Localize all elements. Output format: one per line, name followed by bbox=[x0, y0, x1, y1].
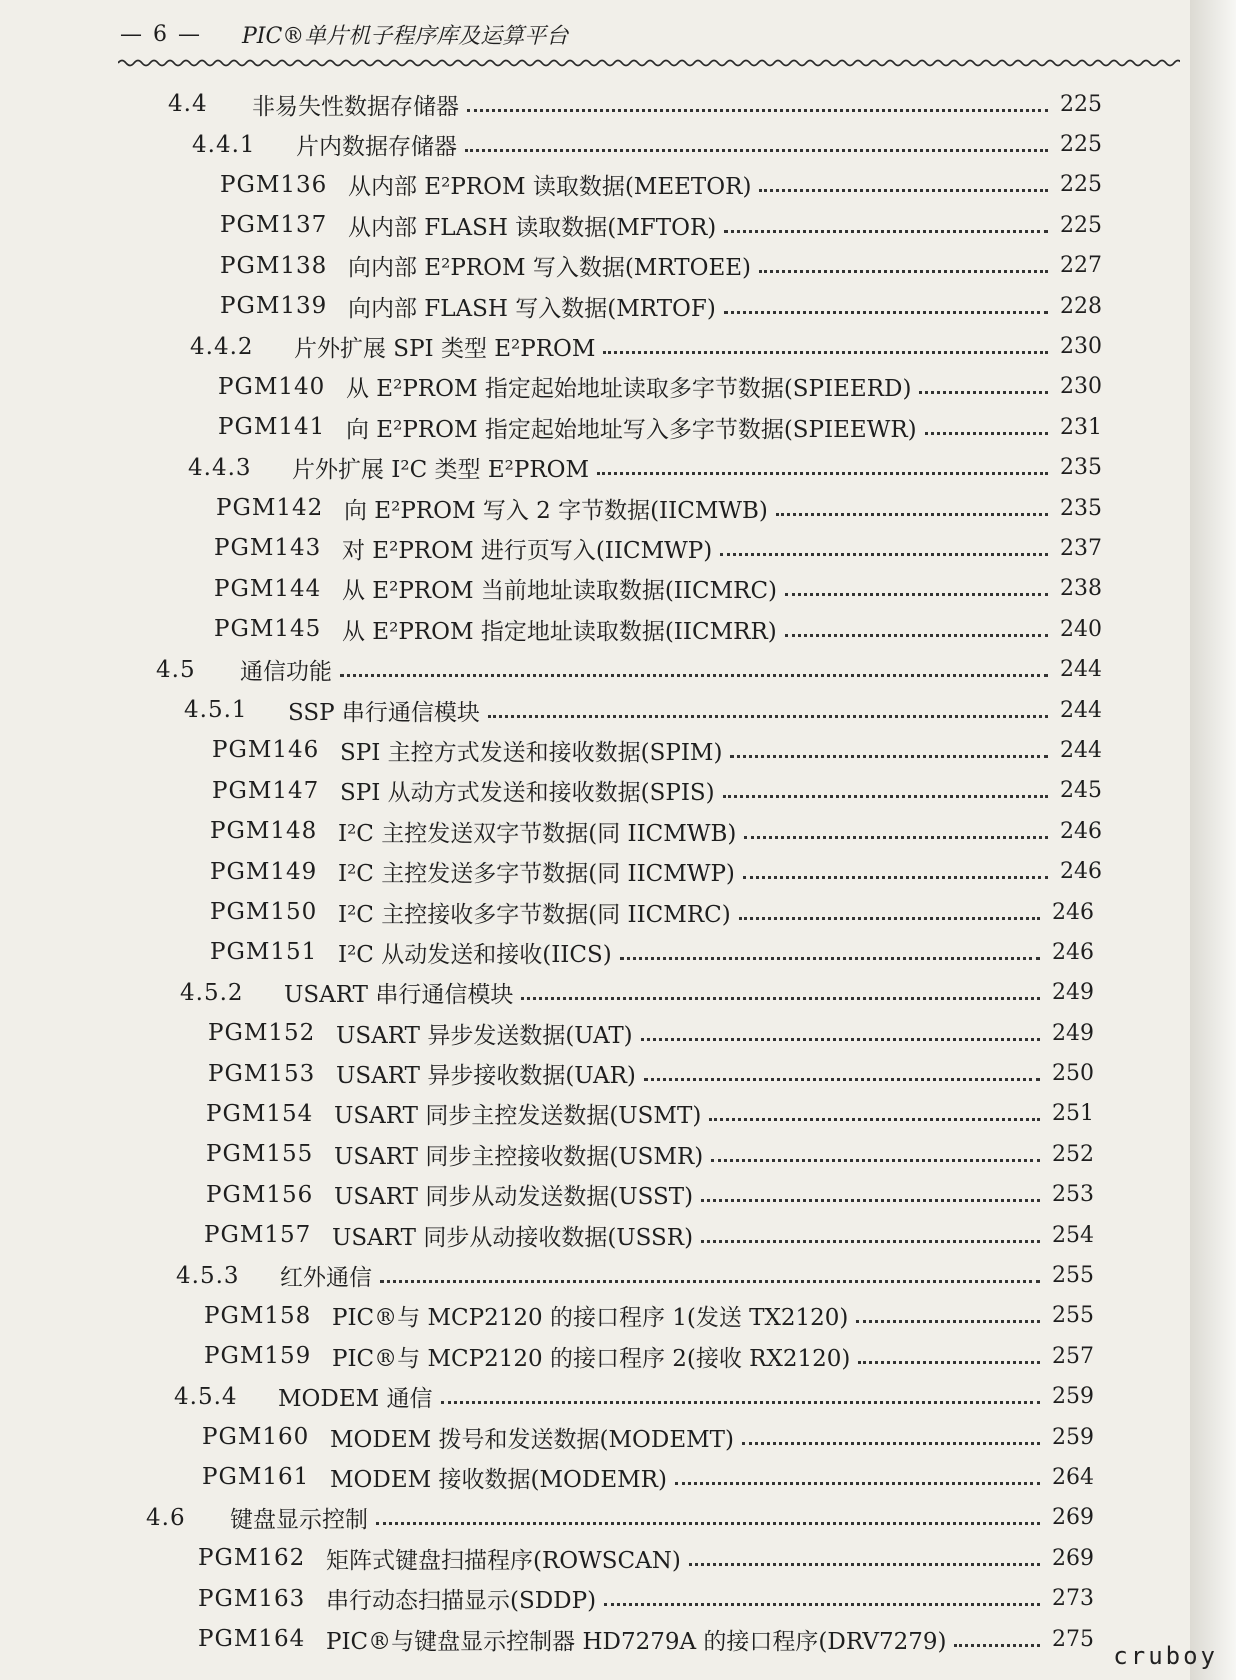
toc-entry[interactable] bbox=[0, 690, 1190, 730]
dot-leader bbox=[620, 957, 1040, 960]
toc-entry[interactable] bbox=[0, 569, 1190, 609]
dot-leader bbox=[441, 1401, 1041, 1404]
page-number: — 6 — bbox=[120, 21, 202, 47]
toc-entry-number: 4.5 bbox=[156, 656, 196, 683]
dot-leader bbox=[689, 1563, 1040, 1566]
toc-entry-title: MODEM 拨号和发送数据(MODEMT) bbox=[330, 1426, 734, 1453]
toc-entry-number: 4.4.3 bbox=[188, 454, 252, 481]
dot-leader bbox=[856, 1320, 1040, 1323]
toc-entry-page: 253 bbox=[1052, 1182, 1094, 1208]
toc-entry-page: 225 bbox=[1060, 132, 1102, 158]
toc-entry-page: 246 bbox=[1052, 899, 1094, 925]
toc-entry-number: PGM137 bbox=[220, 212, 328, 239]
toc-entry-page: 252 bbox=[1052, 1141, 1094, 1167]
toc-entry[interactable] bbox=[0, 84, 1190, 124]
toc-entry-page: 245 bbox=[1060, 778, 1102, 804]
toc-entry-page: 254 bbox=[1052, 1222, 1094, 1248]
dot-leader bbox=[488, 715, 1048, 718]
toc-entry-page: 249 bbox=[1052, 1020, 1094, 1046]
toc-entry[interactable] bbox=[0, 1578, 1190, 1618]
toc-entry[interactable] bbox=[0, 367, 1190, 407]
toc-entry-title: PIC®与 MCP2120 的接口程序 1(发送 TX2120) bbox=[332, 1305, 849, 1332]
toc-entry-title: 片外扩展 I²C 类型 E²PROM bbox=[292, 457, 590, 484]
toc-entry-page: 230 bbox=[1060, 334, 1102, 360]
toc-entry-number: PGM153 bbox=[208, 1060, 316, 1087]
dot-leader bbox=[641, 1038, 1040, 1041]
toc-entry[interactable] bbox=[0, 1215, 1190, 1255]
dot-leader bbox=[709, 1118, 1040, 1121]
toc-entry[interactable] bbox=[0, 811, 1190, 851]
toc-entry-page: 255 bbox=[1052, 1303, 1094, 1329]
toc-entry-title: 键盘显示控制 bbox=[230, 1507, 368, 1534]
toc-entry[interactable] bbox=[0, 1377, 1190, 1417]
toc-entry-page: 264 bbox=[1052, 1464, 1094, 1490]
toc-entry-number: PGM136 bbox=[220, 171, 328, 198]
toc-entry-page: 228 bbox=[1060, 293, 1102, 319]
toc-entry-number: PGM157 bbox=[204, 1222, 312, 1249]
toc-entry-number: 4.4.1 bbox=[192, 131, 256, 158]
dot-leader bbox=[858, 1361, 1040, 1364]
toc-entry-number: PGM160 bbox=[202, 1424, 310, 1451]
toc-entry-page: 244 bbox=[1060, 697, 1102, 723]
dot-leader bbox=[730, 755, 1048, 758]
toc-entry[interactable] bbox=[0, 1255, 1190, 1295]
toc-entry[interactable] bbox=[0, 1457, 1190, 1497]
toc-entry-title: I²C 主控发送多字节数据(同 IICMWP) bbox=[338, 861, 735, 888]
toc-entry[interactable] bbox=[0, 1498, 1190, 1538]
dot-leader bbox=[925, 432, 1048, 435]
toc-entry-page: 257 bbox=[1052, 1343, 1094, 1369]
dot-leader bbox=[644, 1078, 1040, 1081]
toc-entry-page: 244 bbox=[1060, 737, 1102, 763]
toc-entry-page: 240 bbox=[1060, 616, 1102, 642]
toc-entry-page: 227 bbox=[1060, 253, 1102, 279]
toc-entry-number: 4.5.3 bbox=[176, 1262, 240, 1289]
toc-entry[interactable] bbox=[0, 488, 1190, 528]
toc-entry-title: 矩阵式键盘扫描程序(ROWSCAN) bbox=[326, 1547, 681, 1574]
toc-entry-title: 向内部 FLASH 写入数据(MRTOF) bbox=[348, 295, 716, 322]
dot-leader bbox=[597, 472, 1048, 475]
toc-entry-page: 230 bbox=[1060, 374, 1102, 400]
toc-entry-title: 串行动态扫描显示(SDDP) bbox=[326, 1588, 597, 1615]
table-of-contents bbox=[0, 84, 1190, 1659]
dot-leader bbox=[919, 391, 1048, 394]
toc-entry-title: SSP 串行通信模块 bbox=[288, 699, 480, 726]
toc-entry-title: 从内部 FLASH 读取数据(MFTOR) bbox=[348, 214, 717, 241]
toc-entry-page: 250 bbox=[1052, 1061, 1094, 1087]
book-title: PIC®单片机子程序库及运算平台 bbox=[241, 23, 569, 49]
toc-entry-number: PGM149 bbox=[210, 858, 318, 885]
toc-entry[interactable] bbox=[0, 851, 1190, 891]
toc-entry-title: 片内数据存储器 bbox=[296, 134, 457, 161]
toc-entry-title: 非易失性数据存储器 bbox=[252, 93, 459, 120]
toc-entry-page: 246 bbox=[1060, 818, 1102, 844]
toc-entry-number: PGM154 bbox=[206, 1100, 314, 1127]
toc-entry[interactable] bbox=[0, 124, 1190, 164]
toc-entry[interactable] bbox=[0, 730, 1190, 770]
toc-entry-page: 246 bbox=[1052, 939, 1094, 965]
toc-entry-number: PGM152 bbox=[208, 1020, 316, 1047]
watermark-text: cruboy bbox=[1113, 1642, 1218, 1670]
toc-entry-title: USART 异步接收数据(UAR) bbox=[336, 1063, 636, 1090]
toc-entry-page: 225 bbox=[1060, 212, 1102, 238]
toc-entry[interactable] bbox=[0, 1296, 1190, 1336]
toc-entry-page: 259 bbox=[1052, 1424, 1094, 1450]
toc-entry-number: 4.5.1 bbox=[184, 697, 248, 724]
toc-entry-title: USART 异步发送数据(UAT) bbox=[336, 1022, 633, 1049]
toc-entry-title: 从 E²PROM 指定起始地址读取多字节数据(SPIEERD) bbox=[346, 376, 912, 403]
toc-entry-number: PGM142 bbox=[216, 495, 324, 522]
toc-entry[interactable] bbox=[0, 1417, 1190, 1457]
dot-leader bbox=[521, 997, 1040, 1000]
toc-entry-title: SPI 主控方式发送和接收数据(SPIM) bbox=[340, 739, 723, 766]
toc-entry[interactable] bbox=[0, 205, 1190, 245]
toc-entry-title: USART 串行通信模块 bbox=[284, 982, 514, 1009]
toc-entry-title: 从 E²PROM 当前地址读取数据(IICMRC) bbox=[342, 578, 778, 605]
toc-entry[interactable] bbox=[0, 246, 1190, 286]
dot-leader bbox=[785, 593, 1048, 596]
dot-leader bbox=[465, 149, 1048, 152]
dot-leader bbox=[701, 1199, 1040, 1202]
toc-entry-title: PIC®与 MCP2120 的接口程序 2(接收 RX2120) bbox=[332, 1345, 851, 1372]
toc-entry[interactable] bbox=[0, 1134, 1190, 1174]
toc-entry-number: PGM144 bbox=[214, 575, 322, 602]
dot-leader bbox=[675, 1482, 1040, 1485]
dot-leader bbox=[744, 836, 1048, 839]
toc-entry[interactable] bbox=[0, 407, 1190, 447]
toc-entry-title: USART 同步主控接收数据(USMR) bbox=[334, 1143, 704, 1170]
toc-entry-title: PIC®与键盘显示控制器 HD7279A 的接口程序(DRV7279) bbox=[326, 1628, 947, 1655]
dot-leader bbox=[954, 1644, 1040, 1647]
dot-leader bbox=[701, 1240, 1040, 1243]
toc-entry[interactable] bbox=[0, 1094, 1190, 1134]
toc-entry[interactable] bbox=[0, 609, 1190, 649]
toc-entry[interactable] bbox=[0, 649, 1190, 689]
toc-entry-number: PGM141 bbox=[218, 414, 326, 441]
toc-entry-number: PGM139 bbox=[220, 293, 328, 320]
dot-leader bbox=[604, 1603, 1040, 1606]
toc-entry-title: USART 同步主控发送数据(USMT) bbox=[334, 1103, 702, 1130]
toc-entry-number: PGM138 bbox=[220, 252, 328, 279]
toc-entry-number: PGM145 bbox=[214, 616, 322, 643]
toc-entry-page: 231 bbox=[1060, 414, 1102, 440]
toc-entry-page: 235 bbox=[1060, 455, 1102, 481]
toc-entry-page: 235 bbox=[1060, 495, 1102, 521]
toc-entry-title: USART 同步从动接收数据(USSR) bbox=[332, 1224, 694, 1251]
toc-entry-page: 244 bbox=[1060, 657, 1102, 683]
toc-entry-number: PGM150 bbox=[210, 899, 318, 925]
toc-entry[interactable] bbox=[0, 1538, 1190, 1578]
toc-entry-title: I²C 主控发送双字节数据(同 IICMWB) bbox=[338, 820, 737, 847]
toc-entry[interactable] bbox=[0, 448, 1190, 488]
dot-leader bbox=[603, 351, 1048, 354]
running-head bbox=[120, 16, 568, 52]
toc-entry-page: 273 bbox=[1052, 1586, 1094, 1612]
toc-entry-title: 片外扩展 SPI 类型 E²PROM bbox=[294, 336, 596, 363]
toc-entry-page: 269 bbox=[1052, 1505, 1094, 1531]
toc-entry-page: 249 bbox=[1052, 980, 1094, 1006]
toc-entry[interactable] bbox=[0, 973, 1190, 1013]
dot-leader bbox=[742, 1442, 1040, 1445]
toc-entry-number: 4.6 bbox=[146, 1504, 186, 1531]
toc-entry-number: PGM148 bbox=[210, 818, 318, 845]
toc-entry[interactable] bbox=[0, 1619, 1190, 1659]
toc-entry-page: 255 bbox=[1052, 1263, 1094, 1289]
dot-leader bbox=[739, 917, 1040, 920]
toc-entry-title: 向 E²PROM 指定起始地址写入多字节数据(SPIEEWR) bbox=[346, 416, 917, 443]
toc-entry-title: 通信功能 bbox=[240, 659, 332, 686]
toc-entry[interactable] bbox=[0, 892, 1190, 932]
toc-entry[interactable] bbox=[0, 932, 1190, 972]
toc-entry-page: 238 bbox=[1060, 576, 1102, 602]
dot-leader bbox=[380, 1280, 1040, 1283]
toc-entry[interactable] bbox=[0, 1053, 1190, 1093]
toc-entry-title: 向 E²PROM 写入 2 字节数据(IICMWB) bbox=[344, 497, 768, 524]
toc-entry-number: 4.4.2 bbox=[190, 333, 254, 360]
toc-entry-page: 269 bbox=[1052, 1545, 1094, 1571]
wavy-header-rule bbox=[118, 58, 1180, 68]
toc-entry-title: MODEM 通信 bbox=[278, 1386, 433, 1413]
toc-entry-number: PGM155 bbox=[206, 1141, 314, 1168]
toc-entry[interactable] bbox=[0, 1175, 1190, 1215]
dot-leader bbox=[759, 189, 1048, 192]
toc-entry-number: PGM158 bbox=[204, 1302, 312, 1329]
dot-leader bbox=[720, 553, 1048, 556]
toc-entry-title: I²C 从动发送和接收(IICS) bbox=[338, 941, 612, 968]
toc-entry[interactable] bbox=[0, 528, 1190, 568]
dot-leader bbox=[376, 1522, 1040, 1525]
toc-entry-page: 237 bbox=[1060, 535, 1102, 561]
dot-leader bbox=[743, 876, 1048, 879]
toc-entry-number: PGM156 bbox=[206, 1181, 314, 1208]
toc-entry-title: SPI 从动方式发送和接收数据(SPIS) bbox=[340, 780, 715, 807]
toc-entry-page: 225 bbox=[1060, 91, 1102, 117]
page-edge-shadow bbox=[1190, 0, 1236, 1680]
toc-entry[interactable] bbox=[0, 771, 1190, 811]
dot-leader bbox=[724, 311, 1048, 314]
toc-entry-number: PGM143 bbox=[214, 535, 322, 562]
toc-entry-number: PGM146 bbox=[212, 737, 320, 764]
toc-entry-title: USART 同步从动发送数据(USST) bbox=[334, 1184, 694, 1211]
dot-leader bbox=[723, 795, 1048, 798]
dot-leader bbox=[724, 230, 1048, 233]
dot-leader bbox=[340, 674, 1048, 677]
toc-entry-title: 红外通信 bbox=[280, 1265, 372, 1292]
toc-entry-number: PGM164 bbox=[198, 1626, 306, 1653]
toc-entry-title: 从 E²PROM 指定地址读取数据(IICMRR) bbox=[342, 618, 777, 645]
toc-entry[interactable] bbox=[0, 286, 1190, 326]
toc-entry-number: 4.5.4 bbox=[174, 1383, 238, 1410]
toc-entry[interactable] bbox=[0, 1336, 1190, 1376]
toc-entry-number: PGM163 bbox=[198, 1585, 306, 1612]
toc-entry-title: MODEM 接收数据(MODEMR) bbox=[330, 1466, 667, 1493]
dot-leader bbox=[711, 1159, 1040, 1162]
toc-entry-number: 4.4 bbox=[168, 91, 208, 118]
toc-entry-title: 向内部 E²PROM 写入数据(MRTOEE) bbox=[348, 255, 752, 282]
toc-entry-number: PGM161 bbox=[202, 1464, 310, 1491]
toc-entry-page: 251 bbox=[1052, 1101, 1094, 1127]
dot-leader bbox=[467, 109, 1048, 112]
toc-entry-number: PGM147 bbox=[212, 777, 320, 804]
dot-leader bbox=[759, 270, 1048, 273]
toc-entry[interactable] bbox=[0, 326, 1190, 366]
toc-entry[interactable] bbox=[0, 1013, 1190, 1053]
toc-entry-title: 从内部 E²PROM 读取数据(MEETOR) bbox=[348, 174, 752, 201]
dot-leader bbox=[785, 634, 1048, 637]
toc-entry[interactable] bbox=[0, 165, 1190, 205]
toc-entry-number: PGM140 bbox=[218, 373, 326, 400]
toc-entry-number: PGM162 bbox=[198, 1545, 306, 1572]
toc-entry-page: 225 bbox=[1060, 172, 1102, 198]
toc-entry-number: PGM151 bbox=[210, 939, 318, 966]
toc-entry-title: 对 E²PROM 进行页写入(IICMWP) bbox=[342, 537, 713, 564]
dot-leader bbox=[776, 513, 1048, 516]
toc-entry-page: 246 bbox=[1060, 859, 1102, 885]
toc-entry-number: 4.5.2 bbox=[180, 979, 244, 1006]
toc-entry-number: PGM159 bbox=[204, 1343, 312, 1370]
toc-entry-page: 259 bbox=[1052, 1384, 1094, 1410]
toc-entry-title: I²C 主控接收多字节数据(同 IICMRC) bbox=[338, 901, 731, 928]
toc-entry-page: 275 bbox=[1052, 1626, 1094, 1652]
